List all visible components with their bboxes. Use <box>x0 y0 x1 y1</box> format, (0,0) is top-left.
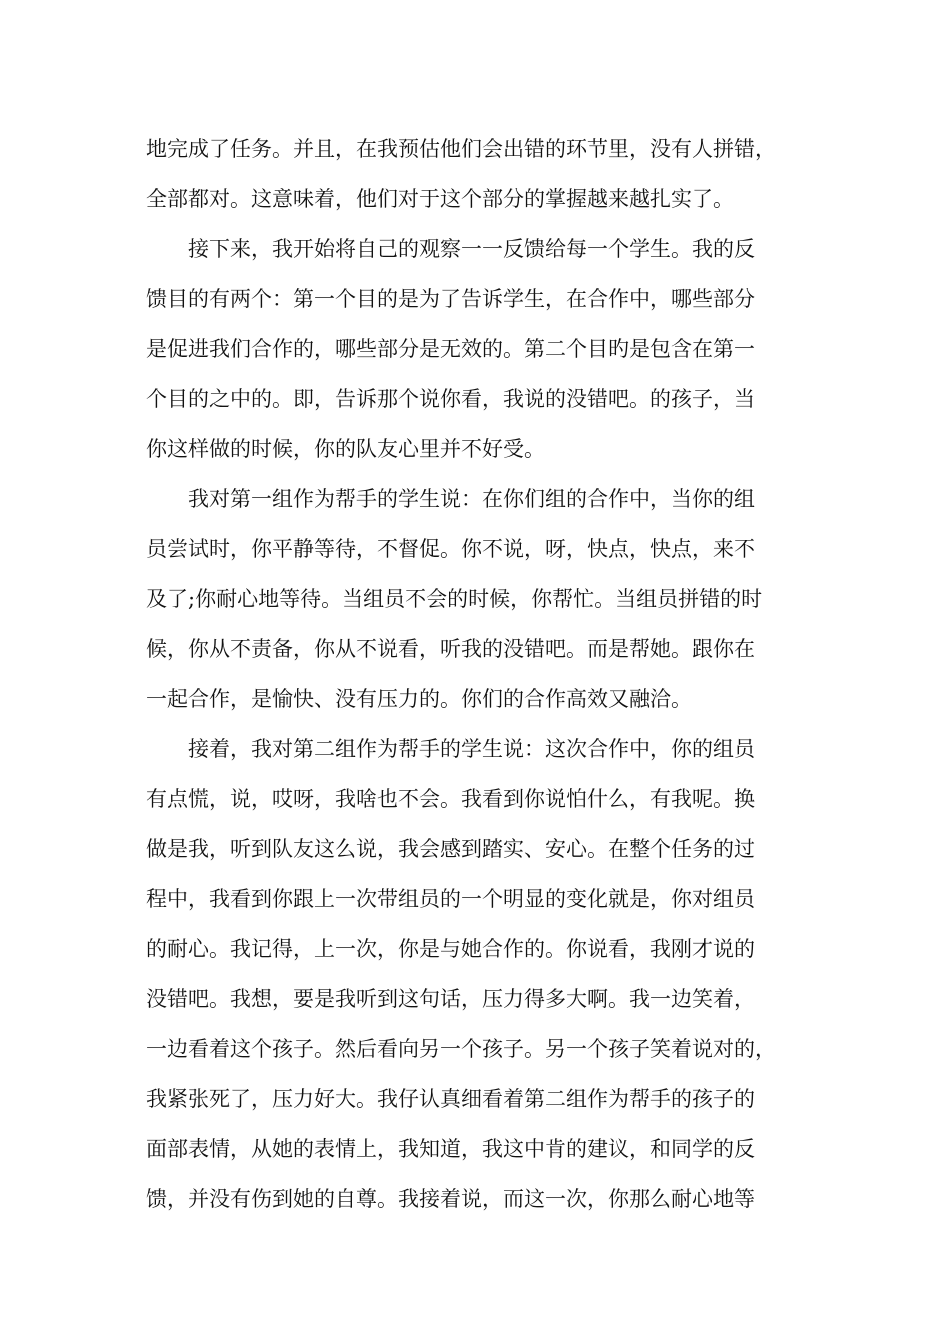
text-line: 及了;你耐心地等待。当组员不会的时候，你帮忙。当组员拼错的时 <box>146 587 763 611</box>
text-line: 没错吧。我想，要是我听到这句话，压力得多大啊。我一边笑着， <box>146 987 755 1011</box>
text-line: 做是我，听到队友这么说，我会感到踏实、安心。在整个任务的过 <box>146 837 755 861</box>
text-line: 候，你从不责备，你从不说看，听我的没错吧。而是帮她。跟你在 <box>146 637 755 661</box>
text-line: 你这样做的时候，你的队友心里并不好受。 <box>146 437 545 461</box>
text-line: 我对第一组作为帮手的学生说：在你们组的合作中，当你的组 <box>188 487 755 511</box>
text-line: 个目的之中的。即，告诉那个说你看，我说的没错吧。的孩子，当 <box>146 387 755 411</box>
text-line: 接下来，我开始将自己的观察一一反馈给每一个学生。我的反 <box>188 237 755 261</box>
document-body <box>146 124 806 1224</box>
text-line: 有点慌，说，哎呀，我啥也不会。我看到你说怕什么，有我呢。换 <box>146 787 755 811</box>
text-line: 一起合作，是愉快、没有压力的。你们的合作高效又融洽。 <box>146 687 692 711</box>
text-line: 馈，并没有伤到她的自尊。我接着说，而这一次，你那么耐心地等 <box>146 1187 755 1211</box>
text-line: 我紧张死了，压力好大。我仔认真细看着第二组作为帮手的孩子的 <box>146 1087 755 1111</box>
text-line: 是促进我们合作的，哪些部分是无效的。第二个目旳是包含在第一 <box>146 337 755 361</box>
text-line: 地完成了任务。并且，在我预估他们会出错的环节里，没有人拼错， <box>146 137 776 161</box>
text-line: 员尝试时，你平静等待，不督促。你不说，呀，快点，快点，来不 <box>146 537 755 561</box>
text-line: 全部都对。这意味着，他们对于这个部分的掌握越来越扎实了。 <box>146 187 734 211</box>
text-line: 接着，我对第二组作为帮手的学生说：这次合作中，你的组员 <box>188 737 755 761</box>
text-line: 的耐心。我记得，上一次，你是与她合作的。你说看，我刚才说的 <box>146 937 755 961</box>
text-line: 一边看着这个孩子。然后看向另一个孩子。另一个孩子笑着说对的， <box>146 1037 776 1061</box>
text-line: 馈目的有两个：第一个目的是为了告诉学生，在合作中，哪些部分 <box>146 287 755 311</box>
text-line: 面部表情，从她的表情上，我知道，我这中肯的建议，和同学的反 <box>146 1137 755 1161</box>
text-line: 程中，我看到你跟上一次带组员的一个明显的变化就是，你对组员 <box>146 887 755 911</box>
